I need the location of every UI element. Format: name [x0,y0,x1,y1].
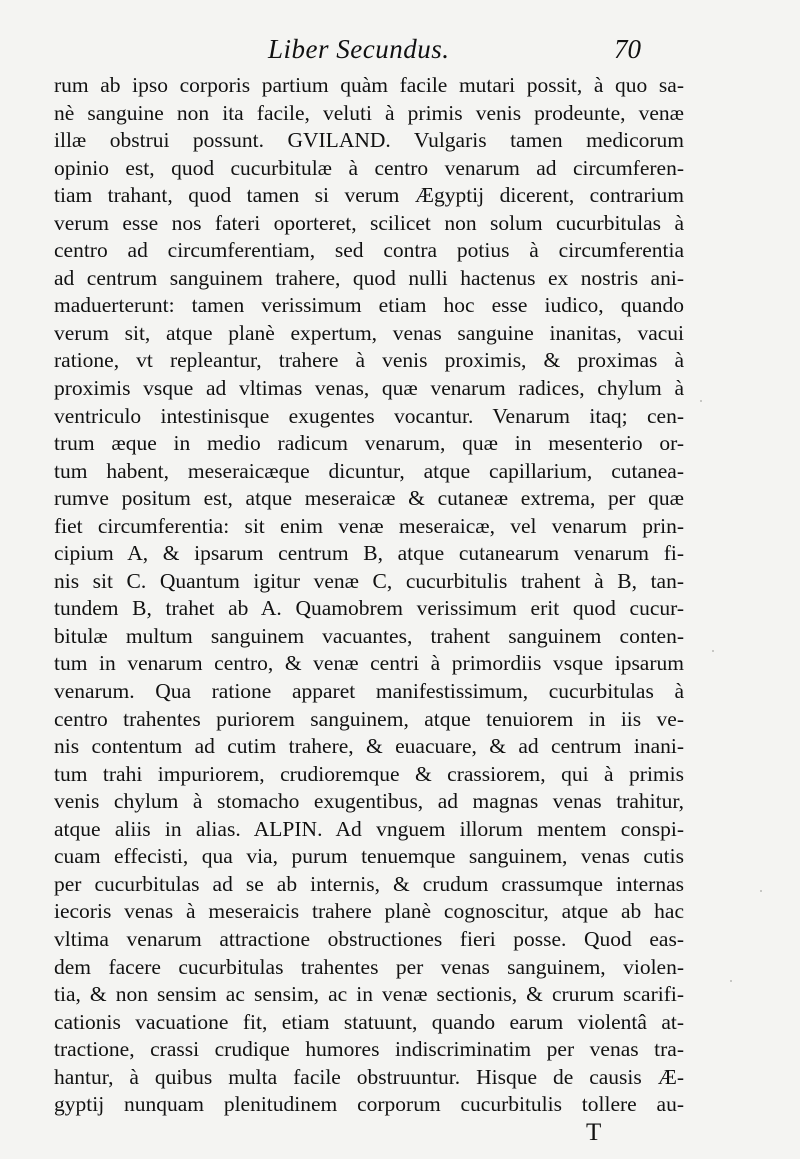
paper-speck [730,980,732,982]
text-line: nis contentum ad cutim trahere, & euacuare, & ad centrum inani- [54,734,684,759]
text-line: nè sanguine non ita facile, veluti à primis venis prodeunte, venæ [54,100,684,125]
text-line: opinio est, quod cucurbitulæ à centro venarum ad circumferen- [54,155,684,180]
text-line: tundem B, trahet ab A. Quamobrem verissimum erit quod cucur- [54,596,684,621]
text-line: tractione, crassi crudique humores indiscriminatim per venas tra- [54,1037,684,1062]
text-line: venarum. Qua ratione apparet manifestissimum, cucurbitulas à [54,679,684,704]
text-line: verum esse nos fateri oporteret, scilicet non solum cucurbitulas à [54,210,684,235]
text-line: maduerterunt: tamen verissimum etiam hoc esse iudico, quando [54,293,684,318]
text-line: illæ obstrui possunt. GVILAND. Vulgaris tamen medicorum [54,128,684,153]
text-line: venis chylum à stomacho exugentibus, ad magnas venas trahitur, [54,789,684,814]
text-line: rum ab ipso corporis partium quàm facile mutari possit, à quo sa- [54,73,684,97]
text-line: hantur, à quibus multa facile obstruuntur. Hisque de causis Æ- [54,1064,684,1089]
text-line: iecoris venas à meseraicis trahere planè cognoscitur, atque ab hac [54,899,684,924]
text-line: tia, & non sensim ac sensim, ac in venæ sectionis, & crurum scarifi- [54,982,684,1007]
text-line: per cucurbitulas ad se ab internis, & crudum crassumque internas [54,871,684,896]
paper-speck [712,650,714,652]
text-line: tiam trahant, quod tamen si verum Ægyptij dicerent, contrarium [54,183,684,208]
text-line: centro ad circumferentiam, sed contra potius à circumferentia [54,238,684,263]
text-line: proximis vsque ad vltimas venas, quæ venarum radices, chylum à [54,376,684,401]
text-line: atque aliis in alias. ALPIN. Ad vnguem illorum mentem conspi- [54,816,684,841]
text-line: ventriculo intestinisque exugentes vocantur. Venarum itaq; cen- [54,403,684,428]
paper-speck [700,400,702,402]
text-line: ad centrum sanguinem trahere, quod nulli hactenus ex nostris ani- [54,265,684,290]
text-line: cationis vacuatione fit, etiam statuunt, quando earum violentâ at- [54,1009,684,1034]
text-line: cipium A, & ipsarum centrum B, atque cutanearum venarum fi- [54,541,684,566]
body-text [54,72,684,1119]
running-head-title: Liber Secundus. [268,34,450,64]
text-line: trum æque in medio radicum venarum, quæ in mesenterio or- [54,431,684,456]
text-line: vltima venarum attractione obstructiones fieri posse. Quod eas- [54,926,684,951]
running-head [0,30,800,70]
text-line: gyptij nunquam plenitudinem corporum cucurbitulis tollere au- [54,1092,684,1117]
text-line: nis sit C. Quantum igitur venæ C, cucurbitulis trahent à B, tan- [54,568,684,593]
text-line: tum habent, meseraicæque dicuntur, atque capillarium, cutanea- [54,458,684,483]
text-line: bitulæ multum sanguinem vacuantes, trahent sanguinem conten- [54,623,684,648]
text-line: centro trahentes puriorem sanguinem, atque tenuiorem in iis ve- [54,706,684,731]
paper-speck [760,890,762,892]
text-line: fiet circumferentia: sit enim venæ meseraicæ, vel venarum prin- [54,513,684,538]
text-line: rumve positum est, atque meseraicæ & cutaneæ extrema, per quæ [54,486,684,511]
text-line: ratione, vt repleantur, trahere à venis proximis, & proximas à [54,348,684,373]
signature-mark: T [586,1119,602,1146]
text-line: cuam effecisti, qua via, purum tenuemque sanguinem, venas cutis [54,844,684,869]
page-number: 70 [614,34,641,64]
text-line: tum trahi impuriorem, crudioremque & crassiorem, qui à primis [54,761,684,786]
text-line: dem facere cucurbitulas trahentes per venas sanguinem, violen- [54,954,684,979]
text-line: tum in venarum centro, & venæ centri à primordiis vsque ipsarum [54,651,684,676]
text-line: verum sit, atque planè expertum, venas sanguine inanitas, vacui [54,320,684,345]
